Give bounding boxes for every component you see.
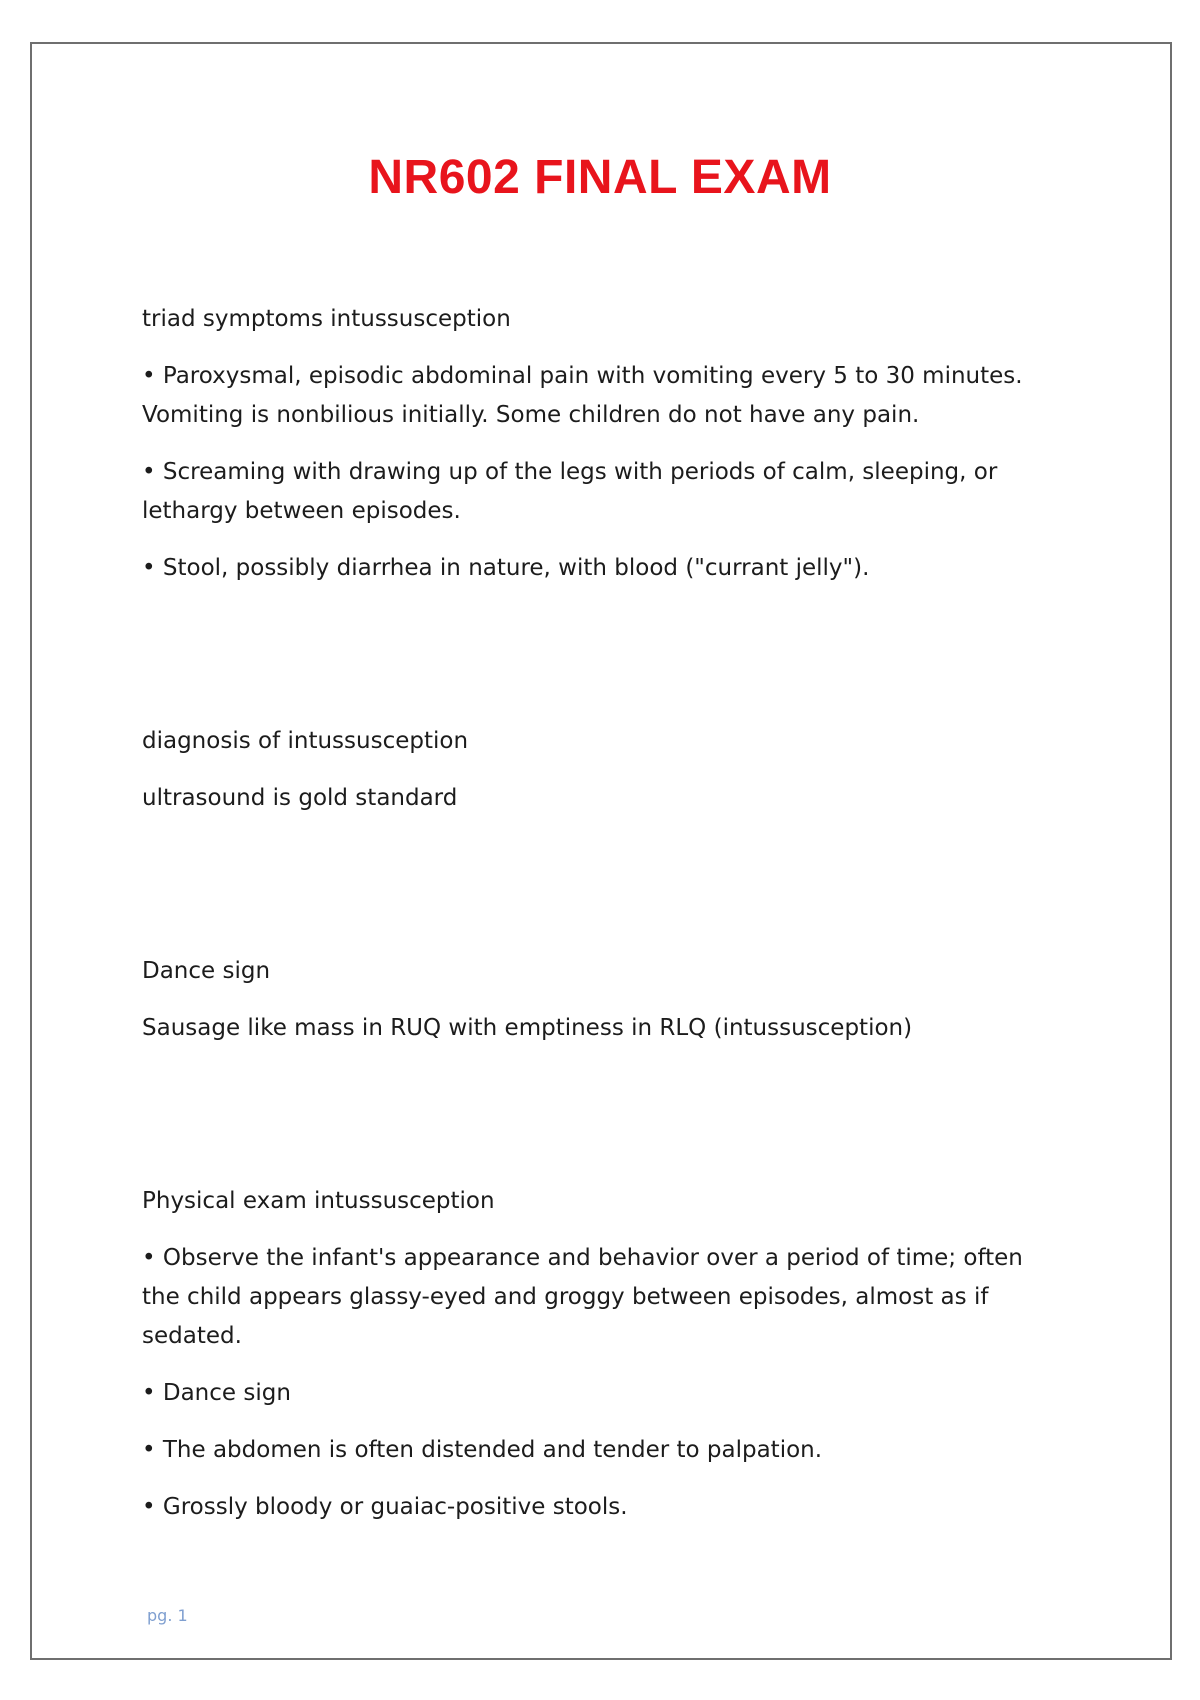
document-title: NR602 FINAL EXAM (368, 151, 832, 204)
paragraph: ultrasound is gold standard (142, 785, 458, 811)
bullet-item: • Dance sign (142, 1380, 291, 1406)
spacer (142, 836, 1062, 952)
section-physical-exam (142, 1182, 1062, 1527)
section-triad-symptoms (142, 300, 1062, 588)
section-dance-sign (142, 952, 1062, 1048)
section-heading: triad symptoms intussusception (142, 306, 511, 332)
bullet-item: • The abdomen is often distended and tender to palpation. (142, 1437, 823, 1463)
paragraph: Sausage like mass in RUQ with emptiness in RLQ (intussusception) (142, 1015, 913, 1041)
section-heading: Dance sign (142, 958, 271, 984)
section-diagnosis (142, 722, 1062, 818)
bullet-item: • Observe the infant's appearance and behavior over a period of time; often the child appears glassy-eyed and groggy between episodes, almost as if sedated. (142, 1245, 1023, 1349)
bullet-item: • Stool, possibly diarrhea in nature, with blood ("currant jelly"). (142, 555, 870, 581)
spacer (142, 1066, 1062, 1182)
bullet-item: • Grossly bloody or guaiac-positive stools. (142, 1494, 628, 1520)
bullet-item: • Screaming with drawing up of the legs with periods of calm, sleeping, or lethargy between episodes. (142, 459, 998, 524)
spacer (142, 606, 1062, 722)
page-number: pg. 1 (147, 1606, 188, 1625)
document-body (142, 300, 1062, 1545)
section-heading: Physical exam intussusception (142, 1188, 495, 1214)
bullet-item: • Paroxysmal, episodic abdominal pain with vomiting every 5 to 30 minutes. Vomiting is nonbilious initially. Some children do not have any pain. (142, 363, 1023, 428)
section-heading: diagnosis of intussusception (142, 728, 469, 754)
